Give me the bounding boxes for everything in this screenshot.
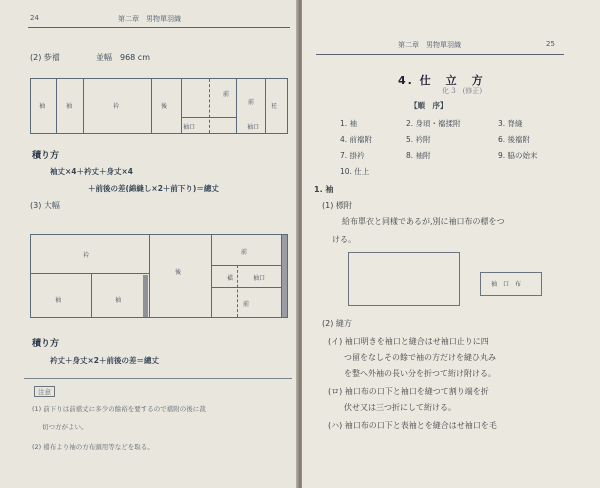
order-item-5: 5. 衿附 [406,135,431,144]
item1-text-b: ける。 [332,235,356,244]
order-item-1: 1. 袖 [340,119,358,128]
d2-label-mae1: 前 [241,249,248,256]
d2-label-sodeguchi: 袖口 [253,275,266,282]
item1-text-a: 給布單衣と同樣であるが,別に袖口布の標をつ [342,217,505,226]
d1-label-mae2: 前 [248,99,255,106]
item2-e: 伏せ又は三つ折にして絎ける。 [344,403,456,412]
item2-c: を整へ外袖の長い分を折つて絎け附ける。 [344,369,496,378]
sleeve-cloth-diagram [480,272,542,296]
left-header-rule [28,27,290,28]
left-running-head: 第二章 男物單羽織 [118,15,181,23]
fabric-rect-diagram [348,252,460,306]
order-item-4: 4. 前襠附 [340,135,373,144]
left-page [0,0,298,488]
sec2-width: 並幅 968 cm [96,53,151,62]
d2-label-sode2: 袖 [115,297,122,304]
formula-1a: 袖丈×4＋衿丈＋身丈×4 [50,167,134,176]
d1-label-sodeguchi1: 袖口 [183,124,196,131]
formula-2: 衿丈＋身丈×2＋前後の差＝總丈 [50,356,160,365]
d2-label-sode1: 袖 [55,297,62,304]
layout-diagram-1 [30,78,288,134]
d1-label-eri: 衿 [113,103,120,110]
d2-label-machi: 襠 [227,275,234,282]
item2-b: つ留をなしその餘で袖の方だけを縫ひ丸み [344,353,496,362]
d1-label-okumi: 衽 [271,103,278,110]
item2-a: (イ) 袖口明きを袖口と縫合はせ袖口止りに四 [328,337,489,346]
note-label: 注意 [34,386,55,397]
note-divider [24,378,292,379]
item2-d: (ロ) 袖口布の口下と袖口を縫つて割り端を折 [328,387,489,396]
order-item-8: 8. 袖附 [406,151,431,160]
note-2: (2) 襠布より袖の方布頭用等などを取る。 [32,443,154,451]
formula-1b: ＋前後の差(綿縫し×2＋前下り)＝總丈 [88,184,219,193]
d2-label-mae2: 前 [243,301,250,308]
order-item-10: 10. 仕上 [340,167,370,176]
sub-heading-sode: 1. 袖 [314,185,334,194]
right-page [302,0,600,488]
d1-label-sode1: 袖 [39,103,46,110]
d1-label-sode2: 袖 [66,103,73,110]
note-1b: 切つ方がよい。 [42,423,88,431]
handwritten-note: 化 3 (修正) [442,87,483,95]
layout-diagram-2 [30,234,288,318]
sec3-title: (3) 大幅 [30,201,60,210]
order-label: 【順 序】 [410,101,448,110]
order-item-9: 9. 脇の始末 [498,151,538,160]
left-page-number: 24 [30,14,39,22]
order-item-2: 2. 身頃・襠揉附 [406,119,461,128]
d2-label-ushiro: 後 [175,269,182,276]
item1-title: (1) 標附 [322,201,352,210]
sec2-title: (2) 㱔襠 [30,53,60,62]
d2-label-eri: 衿 [83,252,90,259]
item2-title: (2) 縫方 [322,319,352,328]
order-item-7: 7. 掛衿 [340,151,365,160]
sleeve-cloth-label: 袖 口 布 [491,281,522,288]
right-header-rule [316,54,564,55]
note-1a: (1) 前下りは前襠丈に多少の餘裕を要するので襠附の後に裁 [32,405,206,413]
order-item-6: 6. 後襠附 [498,135,531,144]
d1-label-sodeguchi2: 袖口 [247,124,260,131]
tsumori-1-heading: 積り方 [32,151,60,161]
order-item-3: 3. 脊縫 [498,119,523,128]
main-title: 4. 仕 立 方 [398,74,485,87]
tsumori-2-heading: 積り方 [32,339,60,349]
d1-label-mae1: 前 [223,91,230,98]
d1-label-ushiro: 後 [161,103,168,110]
right-running-head: 第二章 男物單羽織 [398,41,461,49]
item2-f: (ハ) 袖口布の口下と表袖とを縫合はせ袖口を毛 [328,421,497,430]
right-page-number: 25 [546,40,555,48]
